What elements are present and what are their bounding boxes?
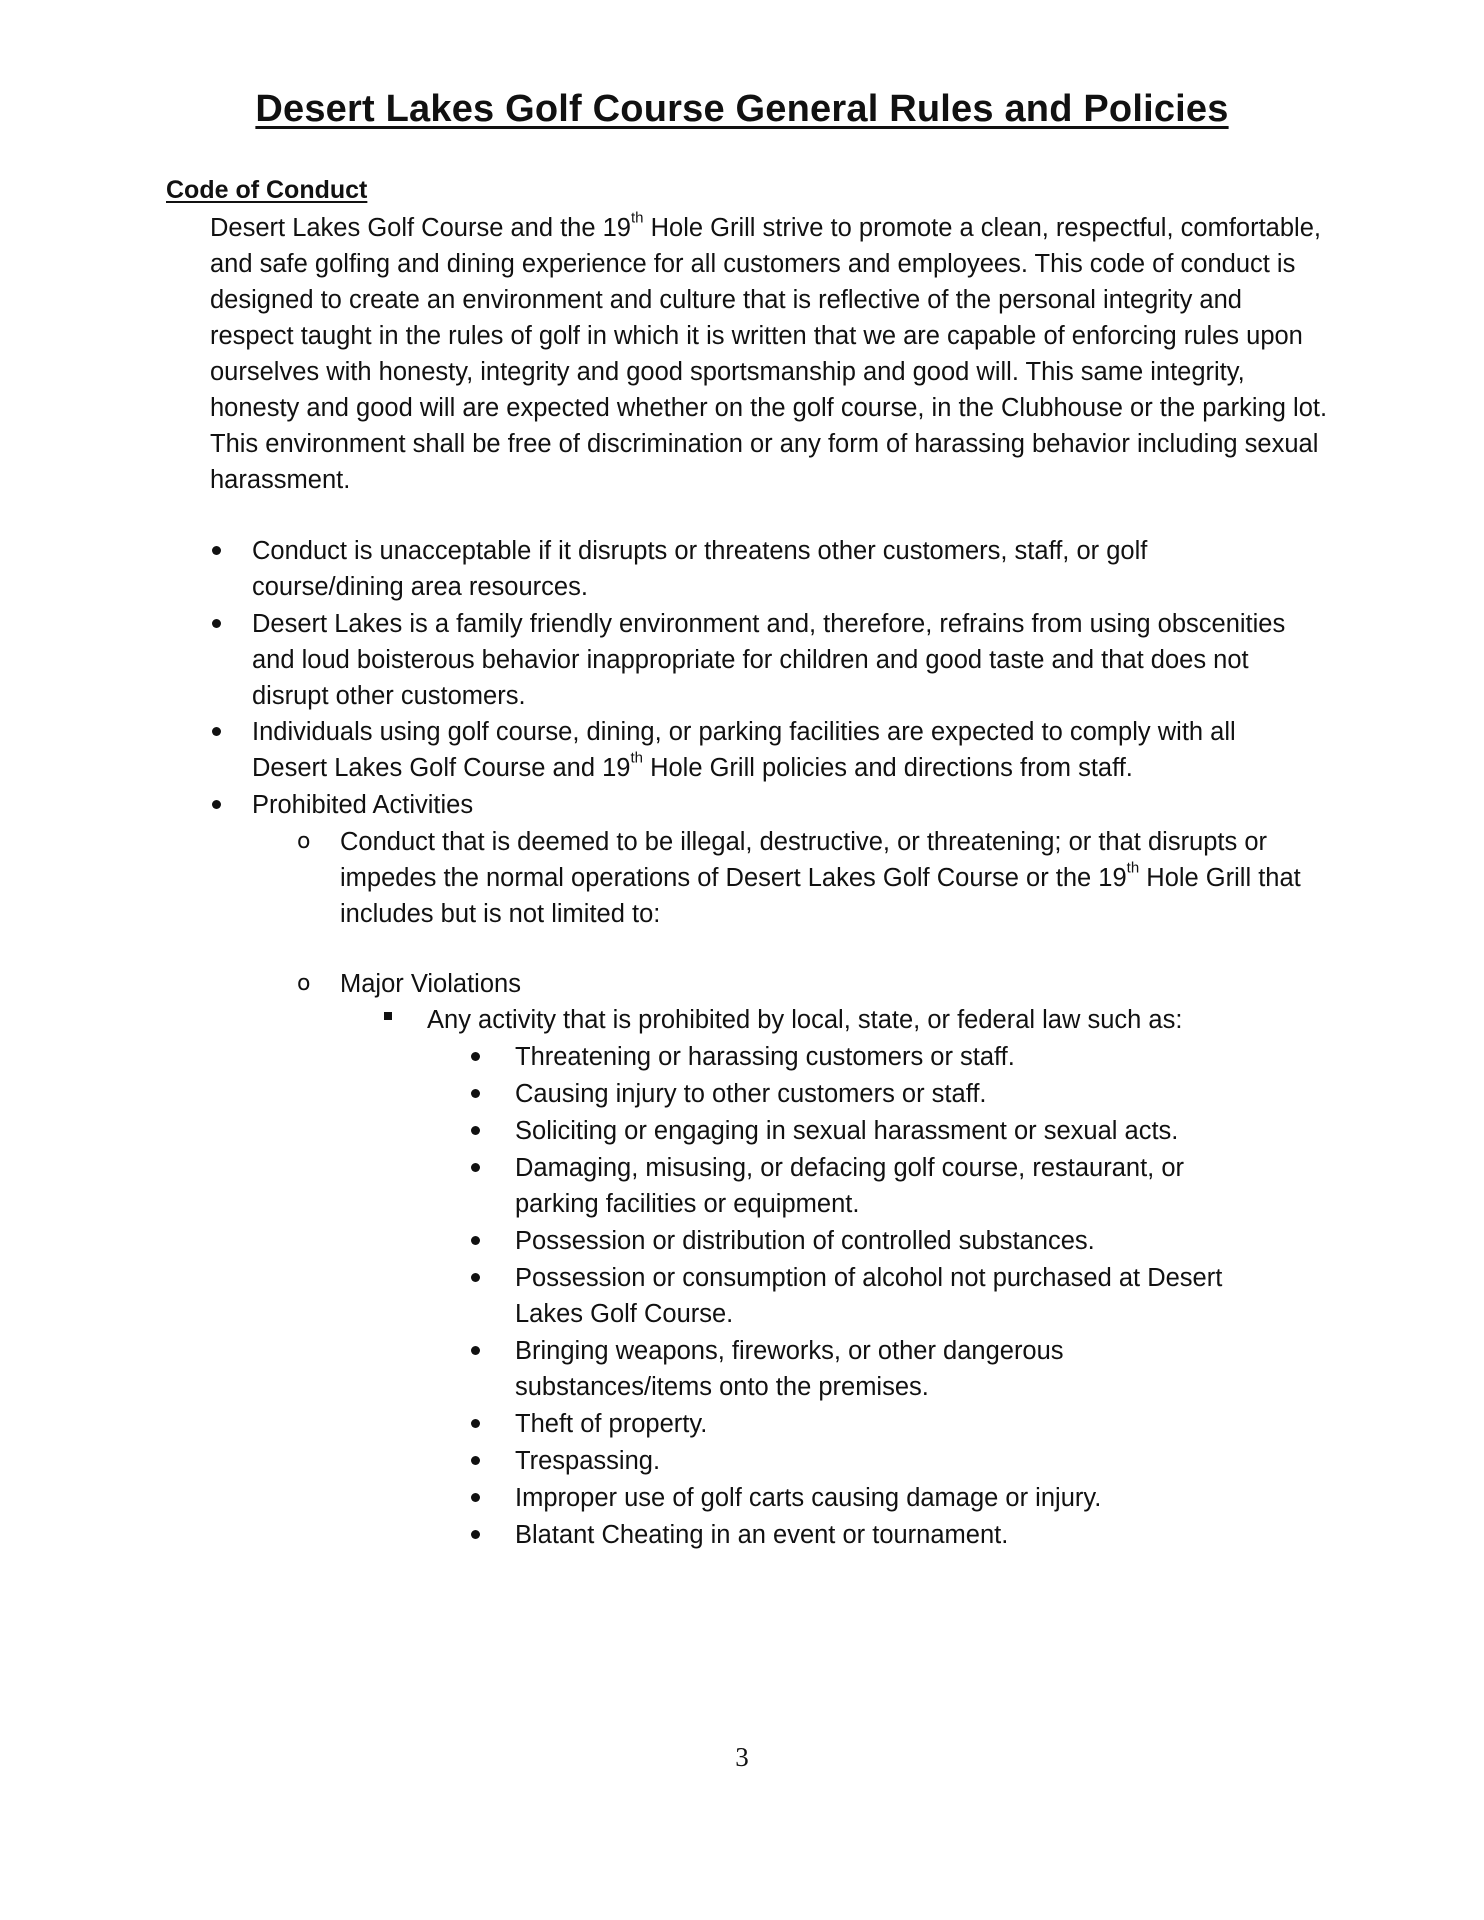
violation-item: Possession or consumption of alcohol not purchased at Desert Lakes Golf Course.	[515, 1264, 1223, 1328]
sub-item-text-2: Hole Grill that includes but is not limited to:	[340, 864, 1301, 928]
bullet-marker	[471, 1493, 480, 1502]
violation-item: Blatant Cheating in an event or tournament.	[515, 1521, 1009, 1549]
bullet-marker	[212, 727, 221, 736]
violation-item: Damaging, misusing, or defacing golf course, restaurant, or parking facilities or equipment.	[515, 1154, 1185, 1218]
list-item-text-2: Hole Grill policies and directions from staff.	[642, 754, 1133, 782]
page-number: 3	[735, 1742, 749, 1772]
bullet-marker	[471, 1163, 480, 1172]
bullet-marker	[471, 1346, 480, 1355]
bullet-marker	[471, 1236, 480, 1245]
list-item: Conduct is unacceptable if it disrupts or threatens other customers, staff, or golf course/dining area resources.	[252, 537, 1148, 601]
violation-item: Theft of property.	[515, 1410, 708, 1438]
violation-item: Soliciting or engaging in sexual harassment or sexual acts.	[515, 1117, 1179, 1145]
bullet-marker	[212, 619, 221, 628]
bullet-marker	[212, 800, 221, 809]
intro-text-1: Desert Lakes Golf Course and the 19	[210, 214, 631, 242]
list-item: Desert Lakes is a family friendly environment and, therefore, refrains from using obscenities and loud boisterous behavior inappropriate for children and good taste and that does not disrupt other customers.	[252, 610, 1286, 710]
sub-bullet-marker: o	[297, 829, 311, 854]
violation-item: Improper use of golf carts causing damage or injury.	[515, 1484, 1102, 1512]
sub-list-item: Major Violations	[340, 970, 521, 998]
bullet-marker	[212, 546, 221, 555]
list-item-superscript: th	[630, 749, 643, 767]
bullet-marker	[471, 1126, 480, 1135]
violation-item: Trespassing.	[515, 1447, 661, 1475]
violation-item: Possession or distribution of controlled substances.	[515, 1227, 1095, 1255]
violation-item: Bringing weapons, fireworks, or other dangerous substances/items onto the premises.	[515, 1337, 1064, 1401]
bullet-marker	[471, 1052, 480, 1061]
violation-item: Causing injury to other customers or staff.	[515, 1080, 987, 1108]
list-item	[252, 714, 1302, 786]
bullet-marker	[471, 1273, 480, 1282]
sub-item-text-1: Conduct that is deemed to be illegal, destructive, or threatening; or that disrupts or impedes the normal operations of Desert Lakes Golf Course or the 19	[340, 828, 1268, 892]
list-item: Prohibited Activities	[252, 791, 474, 819]
bullet-marker	[471, 1456, 480, 1465]
sub-item-superscript: th	[1126, 859, 1140, 877]
section-heading: Code of Conduct	[166, 176, 368, 204]
bullet-marker	[471, 1089, 480, 1098]
intro-text-2: Hole Grill strive to promote a clean, respectful, comfortable, and safe golfing and dining experience for all customers and employees. This code of conduct is designed to create an environment and culture that is reflective of the personal integrity and respect taught in the rules of golf in which it is written that we are capable of enforcing rules upon ourselves with honesty, integrity and good sportsmanship and good will. This same integrity, honesty and good will are expected whether on the golf course, in the Clubhouse or the parking lot. This environment shall be free of discrimination or any form of harassing behavior including sexual harassment.	[210, 214, 1328, 494]
sub-list-item	[340, 824, 1330, 932]
violation-item: Threatening or harassing customers or staff.	[515, 1043, 1015, 1071]
page-title: Desert Lakes Golf Course General Rules and Policies	[255, 88, 1229, 130]
bullet-marker	[471, 1530, 480, 1539]
bullet-marker	[471, 1419, 480, 1428]
square-bullet-marker	[384, 1012, 392, 1020]
level3-item: Any activity that is prohibited by local, state, or federal law such as:	[427, 1006, 1183, 1034]
sub-bullet-marker: o	[297, 971, 311, 996]
intro-superscript: th	[631, 209, 644, 227]
list-item-text-1: Individuals using golf course, dining, or parking facilities are expected to comply with all Desert Lakes Golf Course and 19	[252, 718, 1236, 782]
intro-paragraph	[210, 210, 1330, 498]
